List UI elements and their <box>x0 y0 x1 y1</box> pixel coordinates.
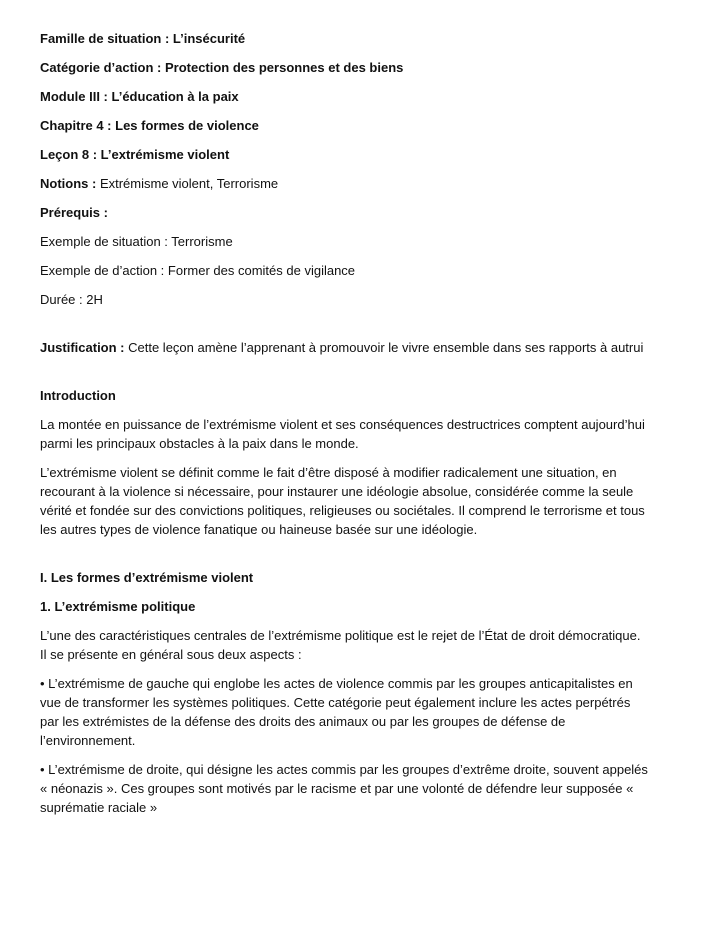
introduction-paragraph-1 <box>40 415 680 453</box>
famille-line: Famille de situation : L’insécurité <box>40 31 246 46</box>
text-line: • L’extrémisme de droite, qui désigne les actes commis par les groupes d’extrême droite, souvent appelés <box>40 762 648 777</box>
text-line: vue de transformer les systèmes politiques. Cette catégorie peut également inclure les actes perpétrés <box>40 695 631 710</box>
spacer <box>40 549 680 568</box>
text-line: L’extrémisme violent se définit comme le fait d’être disposé à modifier radicalement une situation, en <box>40 465 617 480</box>
text-line: La montée en puissance de l’extrémisme violent et ses conséquences destructrices comptent aujourd’hui <box>40 417 645 432</box>
prerequis-line: Prérequis : <box>40 205 108 220</box>
text-line: « néonazis ». Ces groupes sont motivés par le racisme et par une volonté de défendre leur supposée « <box>40 781 634 796</box>
spacer <box>40 319 680 338</box>
justification-line <box>40 338 680 357</box>
introduction-paragraph-2 <box>40 463 680 539</box>
text-line: suprématie raciale » <box>40 800 158 815</box>
introduction-title: Introduction <box>40 388 116 403</box>
exemple-situation-line: Exemple de situation : Terrorisme <box>40 234 233 249</box>
text-line: les autres types de violence fanatique ou haineuse basée sur une idéologie. <box>40 522 478 537</box>
bullet-extremisme-gauche <box>40 674 680 750</box>
text-line: Il se présente en général sous deux aspects : <box>40 647 302 662</box>
bullet-extremisme-droite <box>40 760 680 817</box>
exemple-action-line: Exemple de d’action : Former des comités de vigilance <box>40 263 356 278</box>
subsection-1-title: 1. L’extrémisme politique <box>40 599 196 614</box>
notions-label: Notions : <box>40 176 97 191</box>
text-line: par les extrémistes de la défense des droits des animaux ou par les groupes de défense de <box>40 714 566 729</box>
lecon-line: Leçon 8 : L’extrémisme violent <box>40 147 230 162</box>
justification-label: Justification : <box>40 340 125 355</box>
notions-line <box>40 174 680 193</box>
text-line: • L’extrémisme de gauche qui englobe les actes de violence commis par les groupes anticapitalistes en <box>40 676 633 691</box>
text-line: l’environnement. <box>40 733 136 748</box>
module-line: Module III : L’éducation à la paix <box>40 89 239 104</box>
duree-line: Durée : 2H <box>40 292 103 307</box>
text-line: parmi les principaux obstacles à la paix dans le monde. <box>40 436 359 451</box>
text-line: L’une des caractéristiques centrales de l’extrémisme politique est le rejet de l’État de droit démocratique. <box>40 628 641 643</box>
spacer <box>40 367 680 386</box>
justification-text: Cette leçon amène l’apprenant à promouvoir le vivre ensemble dans ses rapports à autrui <box>124 340 644 355</box>
notions-value: Extrémisme violent, Terrorisme <box>96 176 279 191</box>
categorie-line: Catégorie d’action : Protection des personnes et des biens <box>40 60 404 75</box>
text-line: recourant à la violence si nécessaire, pour instaurer une idéologie absolue, considérée comme la seule <box>40 484 634 499</box>
document-page <box>40 29 680 827</box>
section-1-paragraph <box>40 626 680 664</box>
chapitre-line: Chapitre 4 : Les formes de violence <box>40 118 259 133</box>
section-1-title: I. Les formes d’extrémisme violent <box>40 570 254 585</box>
text-line: vérité et fondée sur des convictions politiques, religieuses ou sociétales. Il comprend le terrorisme et tous <box>40 503 645 518</box>
